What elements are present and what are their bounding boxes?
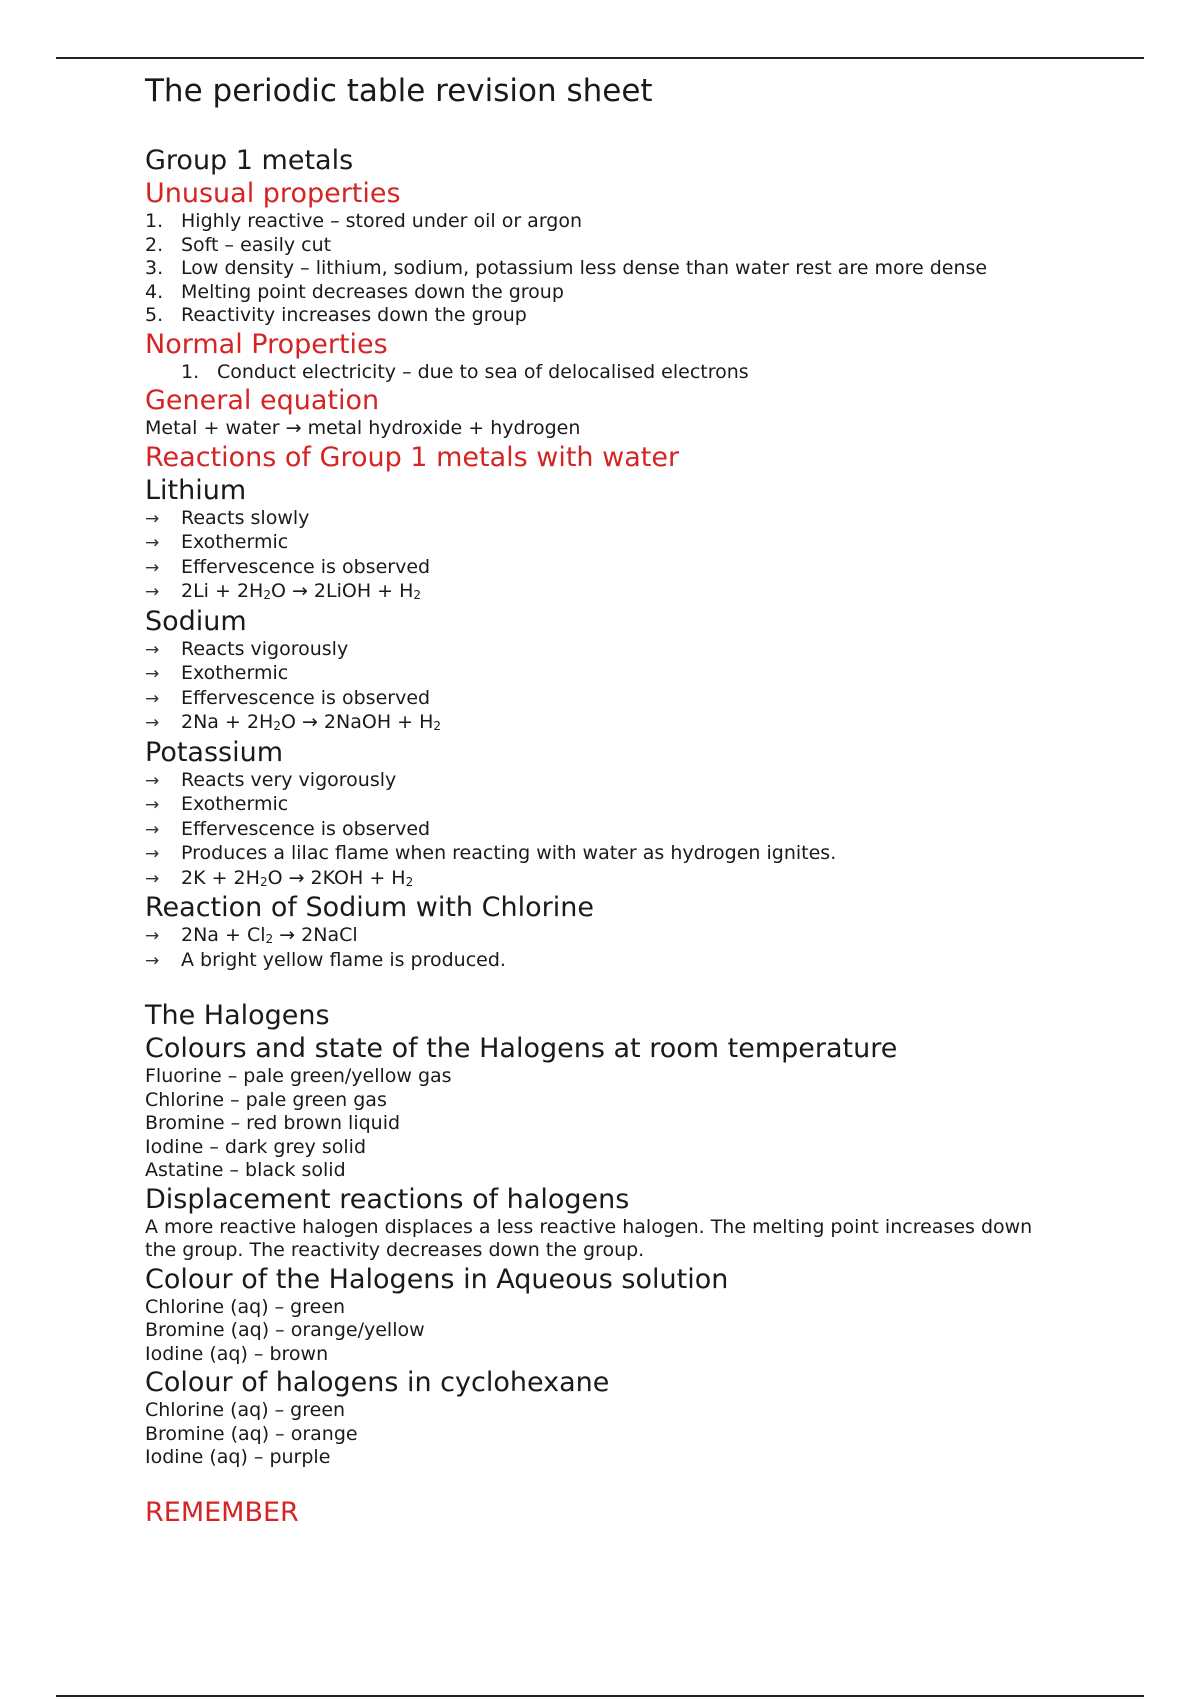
list-item: → Effervescence is observed: [145, 818, 1105, 843]
general-equation-heading: General equation: [145, 385, 380, 416]
list-item: Chlorine – pale green gas: [145, 1088, 387, 1111]
sodium-chlorine-heading: Reaction of Sodium with Chlorine: [145, 892, 594, 923]
lithium-equation: → $2Li + 2H_2O$ → 2LiOH + $H_2$: [145, 580, 1105, 605]
bottom-rule: [56, 1695, 1144, 1697]
list-item: → Exothermic: [145, 531, 1105, 556]
list-item: → Exothermic: [145, 793, 1105, 818]
list-item: → Reacts slowly: [145, 507, 1105, 532]
group1-heading: Group 1 metals: [145, 145, 354, 176]
halogen-colours-heading: Colours and state of the Halogens at room temperature: [145, 1033, 898, 1064]
displacement-text: A more reactive halogen displaces a less reactive halogen. The melting point increases down the group. The reactivity decreases down the group.: [145, 1215, 1033, 1261]
list-item: 3. Low density – lithium, sodium, potassium less dense than water rest are more dense: [145, 257, 988, 279]
arrow-icon: →: [145, 639, 160, 660]
list-item: → Effervescence is observed: [145, 556, 1105, 581]
list-item: Fluorine – pale green/yellow gas: [145, 1065, 452, 1087]
halogens-heading: The Halogens: [145, 1000, 330, 1031]
list-item: Iodine (aq) – purple: [145, 1446, 331, 1468]
displacement-heading: Displacement reactions of halogens: [145, 1183, 630, 1215]
arrow-icon: →: [145, 533, 160, 553]
list-item: 1. Highly reactive – stored under oil or argon: [145, 210, 583, 232]
normal-properties-heading: Normal Properties: [145, 328, 388, 360]
cyclohexane-heading: Colour of halogens in cyclohexane: [145, 1367, 610, 1398]
remember-heading: REMEMBER: [145, 1496, 299, 1528]
list-item: 4. Melting point decreases down the group: [145, 280, 564, 303]
arrow-icon: →: [145, 508, 160, 529]
list-item: Chlorine (aq) – green: [145, 1399, 346, 1421]
reactions-heading: Reactions of Group 1 metals with water: [145, 441, 680, 473]
list-item: → Effervescence is observed: [145, 687, 1105, 712]
arrow-icon: →: [145, 819, 160, 840]
page-title: The periodic table revision sheet: [145, 73, 653, 109]
unusual-properties-heading: Unusual properties: [145, 178, 401, 209]
general-equation-text: Metal + water → metal hydroxide + hydrogen: [145, 417, 581, 439]
arrow-icon: →: [145, 688, 160, 709]
arrow-icon: →: [145, 770, 160, 791]
list-item: Bromine – red brown liquid: [145, 1112, 401, 1134]
lithium-heading: Lithium: [145, 474, 247, 506]
sodium-chlorine-equation: → $2Na + Cl_2$ → 2NaCl: [145, 924, 1105, 949]
arrow-icon: →: [145, 926, 160, 946]
top-rule: [56, 57, 1144, 59]
list-item: → Exothermic: [145, 662, 1105, 687]
list-item: 1. Conduct electricity – due to sea of delocalised electrons: [181, 360, 749, 383]
list-item: Chlorine (aq) – green: [145, 1295, 346, 1318]
list-item: 2. Soft – easily cut: [145, 233, 332, 256]
arrow-icon: →: [145, 557, 160, 578]
list-item: 5. Reactivity increases down the group: [145, 304, 527, 326]
aqueous-heading: Colour of the Halogens in Aqueous solution: [145, 1263, 729, 1295]
sodium-equation: → $2Na + 2H_2O$ → 2NaOH + $H_2$: [145, 711, 1105, 736]
list-item: Astatine – black solid: [145, 1159, 346, 1181]
list-item: Iodine – dark grey solid: [145, 1135, 367, 1158]
list-item: → Reacts very vigorously: [145, 769, 1105, 794]
arrow-icon: →: [145, 844, 160, 864]
list-item: Bromine (aq) – orange: [145, 1422, 358, 1445]
arrow-icon: →: [145, 795, 160, 815]
document-page: [145, 68, 1105, 1529]
arrow-icon: →: [145, 868, 160, 889]
potassium-heading: Potassium: [145, 736, 284, 768]
arrow-icon: →: [145, 582, 160, 602]
list-item: Iodine (aq) – brown: [145, 1342, 329, 1365]
list-item: → Produces a lilac flame when reacting with water as hydrogen ignites.: [145, 842, 1105, 867]
list-item: → Reacts vigorously: [145, 638, 1105, 663]
list-item: Bromine (aq) – orange/yellow: [145, 1319, 425, 1341]
arrow-icon: →: [145, 950, 160, 971]
potassium-equation: → $2K + 2H_2O \to 2KOH + H_2$: [145, 867, 1105, 892]
list-item: → A bright yellow flame is produced.: [145, 949, 1105, 974]
arrow-icon: →: [145, 664, 160, 684]
sodium-heading: Sodium: [145, 605, 247, 637]
arrow-icon: →: [145, 713, 160, 733]
unusual-properties-list: [145, 210, 1105, 328]
